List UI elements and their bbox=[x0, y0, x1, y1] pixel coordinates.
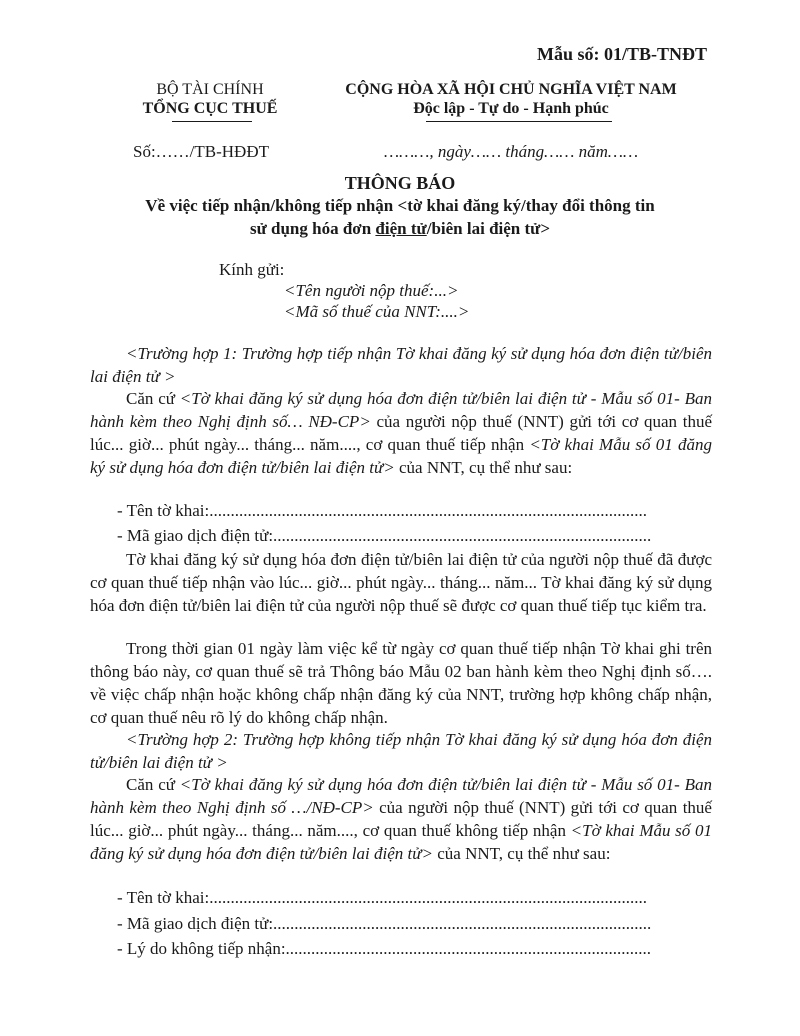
document-title: THÔNG BÁO bbox=[344, 173, 456, 193]
ministry-name: BỘ TÀI CHÍNH bbox=[156, 81, 264, 98]
case-2-basis-c: của người nộp thuế (NNT) gửi tới cơ quan thuế lúc... giờ... phút ngày... tháng... năm...., cơ quan thuế không tiếp nhận bbox=[90, 798, 712, 840]
date-line: ………, ngày…… tháng…… năm…… bbox=[384, 142, 639, 161]
case-1-basis-c: của người nộp thuế (NNT) gửi tới cơ quan thuế lúc... giờ... phút ngày... tháng... năm...., cơ quan thuế tiếp nhận bbox=[90, 412, 712, 454]
case-1-heading-text: <Trường hợp 1: Trường hợp tiếp nhận Tờ khai đăng ký sử dụng hóa đơn điện tử/biên lai điện tử > bbox=[90, 344, 712, 386]
case-2-basis-d: <Tờ khai Mẫu số 01 đăng ký sử dụng hóa đơn điện tử/biên lai điện tử> bbox=[90, 821, 712, 863]
case-1-acceptance-text bbox=[90, 548, 712, 617]
case-2-transaction-code: - Mã giao dịch điện tử:......................................................................................... bbox=[117, 914, 652, 933]
case-1-declaration-name: - Tên tờ khai:....................................................................................................... bbox=[117, 501, 647, 520]
case-2-heading-text: <Trường hợp 2: Trường hợp không tiếp nhận Tờ khai đăng ký sử dụng hóa đơn điện tử/biên lai điện tử > bbox=[90, 730, 712, 772]
case-2-basis-a: Căn cứ bbox=[126, 775, 180, 794]
case-2-rejection-reason: - Lý do không tiếp nhận:...................................................................................... bbox=[117, 939, 652, 958]
case-1-transaction-code: - Mã giao dịch điện tử:......................................................................................... bbox=[117, 526, 652, 545]
subject-line-1: Về việc tiếp nhận/không tiếp nhận <tờ khai đăng ký/thay đổi thông tin bbox=[145, 196, 655, 215]
department-underline bbox=[172, 121, 252, 122]
form-number: Mẫu số: 01/TB-TNĐT bbox=[537, 44, 708, 64]
subject-part-underlined: điện tử bbox=[375, 219, 427, 238]
case-2-basis-e: của NNT, cụ thể như sau: bbox=[433, 844, 611, 863]
subject-part-c: /biên lai điện tử> bbox=[426, 219, 551, 238]
case-2-declaration-name: - Tên tờ khai:....................................................................................................... bbox=[117, 888, 647, 907]
motto: Độc lập - Tự do - Hạnh phúc bbox=[413, 100, 609, 117]
case-1-heading bbox=[90, 342, 712, 388]
motto-underline bbox=[426, 121, 612, 122]
recipient-label: Kính gửi: bbox=[219, 260, 285, 279]
case-2-heading bbox=[90, 728, 712, 774]
case-1-acceptance-body: Tờ khai đăng ký sử dụng hóa đơn điện tử/biên lai điện tử của người nộp thuế đã được cơ quan thuế tiếp nhận vào lúc... giờ... phút ngày... tháng... năm... Tờ khai đăng ký sử dụng hóa đơn điện tử/biên lai điện tử của người nộp thuế sẽ được cơ quan thuế tiếp tục kiểm tra. bbox=[90, 550, 712, 615]
document-number: Số:……/TB-HĐĐT bbox=[133, 142, 269, 161]
case-1-processing-body: Trong thời gian 01 ngày làm việc kể từ ngày cơ quan thuế tiếp nhận Tờ khai ghi trên thông báo này, cơ quan thuế sẽ trả Thông báo Mẫu 02 ban hành kèm theo Nghị định số…. về việc chấp nhận hoặc không chấp nhận đăng ký của NNT, trường hợp không chấp nhận, cơ quan thuế nêu rõ lý do không chấp nhận. bbox=[90, 639, 712, 727]
case-1-processing-time bbox=[90, 637, 712, 729]
case-1-basis-d: <Tờ khai Mẫu số 01 đăng ký sử dụng hóa đơn điện tử/biên lai điện tử> bbox=[90, 435, 712, 477]
country-name: CỘNG HÒA XÃ HỘI CHỦ NGHĨA VIỆT NAM bbox=[345, 81, 677, 98]
subject-part-a: sử dụng hóa đơn bbox=[249, 219, 376, 238]
case-2-basis-b: <Tờ khai đăng ký sử dụng hóa đơn điện tử/biên lai điện tử - Mẫu số 01- Ban hành kèm theo Nghị định số …/NĐ-CP> bbox=[90, 775, 712, 817]
case-2-basis bbox=[90, 773, 712, 865]
case-1-basis-a: Căn cứ bbox=[126, 389, 180, 408]
case-1-basis-e: của NNT, cụ thể như sau: bbox=[394, 458, 573, 477]
subject-line-2 bbox=[90, 219, 710, 239]
recipient-tax-code: <Mã số thuế của NNT:....> bbox=[284, 302, 470, 321]
recipient-name: <Tên người nộp thuế:...> bbox=[284, 281, 459, 300]
case-1-basis-b: <Tờ khai đăng ký sử dụng hóa đơn điện tử/biên lai điện tử - Mẫu số 01- Ban hành kèm theo Nghị định số… NĐ-CP> bbox=[90, 389, 712, 431]
department-name: TỔNG CỤC THUẾ bbox=[142, 100, 278, 117]
case-1-basis bbox=[90, 387, 712, 479]
